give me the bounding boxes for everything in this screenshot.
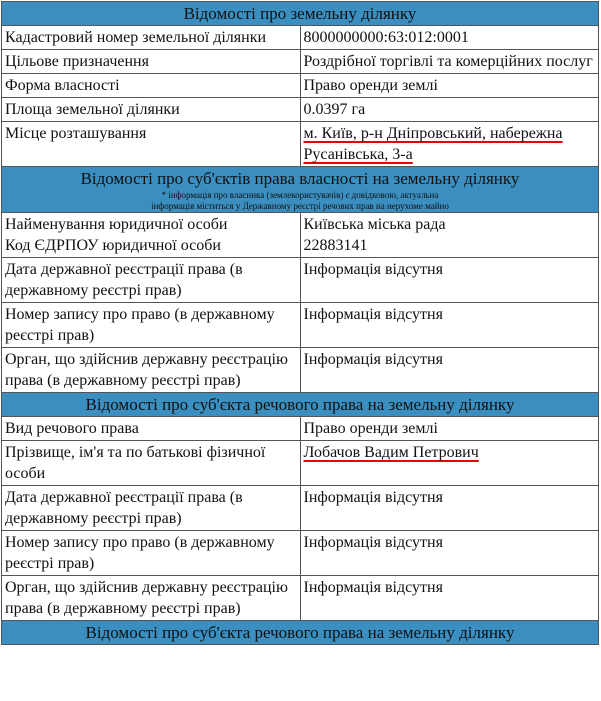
table-row xyxy=(2,26,599,50)
table-row xyxy=(2,576,599,621)
table-row xyxy=(2,122,599,167)
row-label: Прізвище, ім'я та по батькові фізичної особи xyxy=(2,441,301,486)
row-label: Кадастровий номер земельної ділянки xyxy=(2,26,301,50)
row-label: Номер запису про право (в державному реєстрі прав) xyxy=(2,303,301,348)
row-value: 0.0397 га xyxy=(300,98,599,122)
section-header xyxy=(2,621,599,645)
row-value: Інформація відсутня xyxy=(300,576,599,621)
section-title: Відомості про земельну ділянку xyxy=(2,2,599,26)
owner-name: Київська міська рада xyxy=(303,216,446,233)
section-header xyxy=(2,2,599,26)
section-title: Відомості про суб'єктів права власності на земельну ділянку xyxy=(80,169,520,188)
row-value: Право оренди землі xyxy=(300,417,599,441)
row-value: Інформація відсутня xyxy=(300,303,599,348)
row-label: Дата державної реєстрації права (в державному реєстрі прав) xyxy=(2,258,301,303)
section-header xyxy=(2,167,599,213)
row-label: Місце розташування xyxy=(2,122,301,167)
row-value: Право оренди землі xyxy=(300,74,599,98)
row-label: Код ЄДРПОУ юридичної особи xyxy=(5,237,221,254)
section-header xyxy=(2,393,599,417)
row-label: Орган, що здійснив державну реєстрацію права (в державному реєстрі прав) xyxy=(2,348,301,393)
row-value: Інформація відсутня xyxy=(300,348,599,393)
note-line: * інформація про власника (землекористувачів) є довідковою, актуальна xyxy=(161,190,439,200)
row-label: Орган, що здійснив державну реєстрацію права (в державному реєстрі прав) xyxy=(2,576,301,621)
row-value: Інформація відсутня xyxy=(300,486,599,531)
row-label: Цільове призначення xyxy=(2,50,301,74)
land-info-table xyxy=(1,1,599,645)
row-label: Номер запису про право (в державному реєстрі прав) xyxy=(2,531,301,576)
row-value: Роздрібної торгівлі та комерційних послуг xyxy=(300,50,599,74)
table-row xyxy=(2,348,599,393)
table-row xyxy=(2,417,599,441)
person-name: Лобачов Вадим Петрович xyxy=(303,444,479,461)
row-label: Дата державної реєстрації права (в державному реєстрі прав) xyxy=(2,486,301,531)
row-label: Найменування юридичної особи xyxy=(5,216,228,233)
row-label: Форма власності xyxy=(2,74,301,98)
row-label: Вид речового права xyxy=(2,417,301,441)
row-label: Площа земельної ділянки xyxy=(2,98,301,122)
table-row xyxy=(2,74,599,98)
table-row xyxy=(2,258,599,303)
table-row xyxy=(2,486,599,531)
note-line: інформація міститься у Державному реєстрі речових прав на нерухоме майно xyxy=(151,201,449,211)
section-title: Відомості про суб'єкта речового права на земельну ділянку xyxy=(2,393,599,417)
cadastral-number: 8000000000:63:012:0001 xyxy=(300,26,599,50)
row-value: Інформація відсутня xyxy=(300,531,599,576)
table-row xyxy=(2,303,599,348)
table-row xyxy=(2,98,599,122)
edrpou-code: 22883141 xyxy=(303,237,368,254)
table-row xyxy=(2,213,599,258)
table-row xyxy=(2,50,599,74)
row-value: Інформація відсутня xyxy=(300,258,599,303)
section-title: Відомості про суб'єкта речового права на земельну ділянку xyxy=(2,621,599,645)
location-value: м. Київ, р-н Дніпровський, набережна Русанівська, 3-а xyxy=(303,125,563,163)
table-row xyxy=(2,531,599,576)
table-row xyxy=(2,441,599,486)
